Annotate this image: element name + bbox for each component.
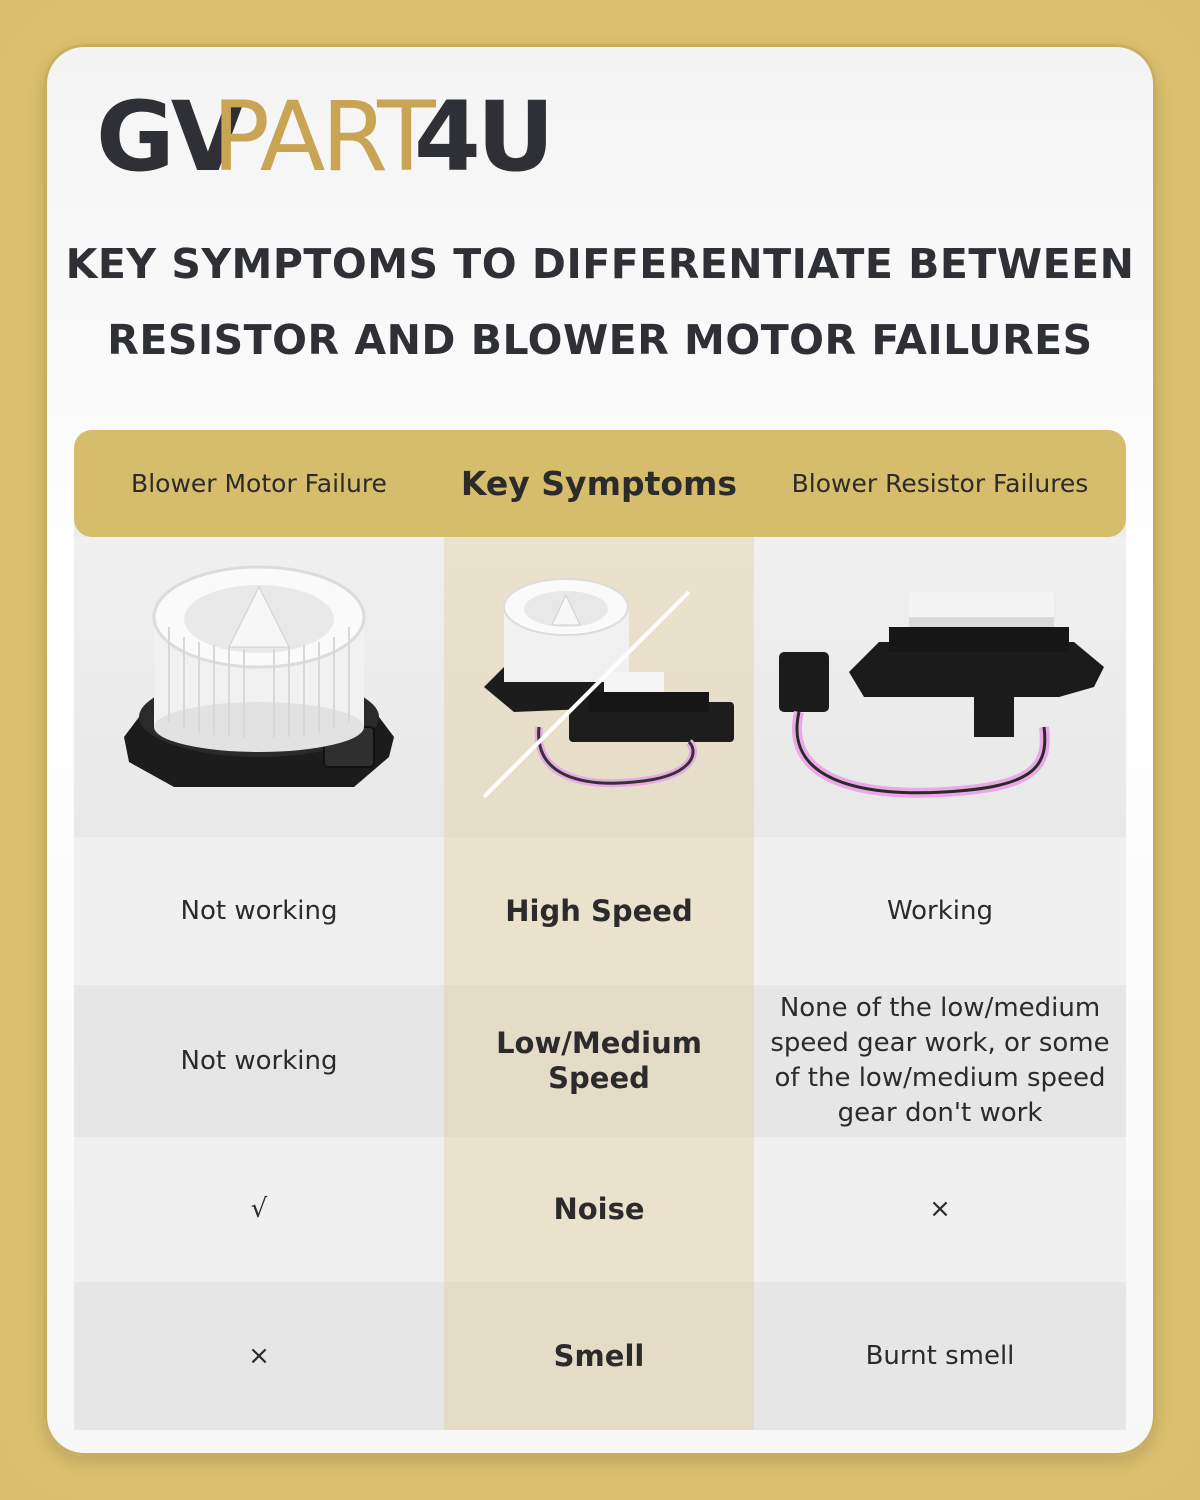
header-blower-motor-failure: Blower Motor Failure bbox=[131, 469, 387, 498]
page-title-line-2: RESISTOR AND BLOWER MOTOR FAILURES bbox=[107, 316, 1093, 364]
logo-text-part: PART bbox=[212, 81, 432, 193]
motor-low-medium-speed: Not working bbox=[180, 1045, 338, 1076]
resistor-smell: Burnt smell bbox=[865, 1340, 1015, 1371]
resistor-low-medium-speed: None of the low/medium speed gear work, or some of the low/medium speed gear don't work bbox=[770, 993, 1110, 1128]
symptom-noise: Noise bbox=[553, 1192, 645, 1226]
motor-noise-check-icon: √ bbox=[250, 1194, 268, 1224]
table-row bbox=[74, 985, 1126, 1137]
header-key-symptoms: Key Symptoms bbox=[460, 464, 738, 503]
blower-resistor-image bbox=[774, 577, 1114, 817]
logo-text-4u: 4U bbox=[414, 81, 551, 193]
logo-text-gv: GV bbox=[96, 81, 242, 193]
symptom-high-speed: High Speed bbox=[505, 893, 693, 928]
blower-motor-image bbox=[114, 557, 404, 817]
table-row bbox=[74, 1282, 1126, 1430]
table-header bbox=[74, 430, 1126, 537]
motor-smell-cross-icon: × bbox=[248, 1340, 270, 1371]
table-row bbox=[74, 1137, 1126, 1282]
resistor-noise-cross-icon: × bbox=[929, 1194, 951, 1224]
image-row bbox=[74, 537, 1126, 837]
resistor-high-speed: Working bbox=[886, 895, 994, 926]
symptom-smell: Smell bbox=[553, 1338, 645, 1373]
motor-and-resistor-image bbox=[474, 577, 744, 817]
motor-high-speed: Not working bbox=[180, 895, 338, 926]
brand-logo bbox=[96, 81, 551, 193]
header-blower-resistor-failures: Blower Resistor Failures bbox=[791, 469, 1089, 498]
symptom-low-medium-speed: Low/Medium Speed bbox=[496, 1026, 702, 1095]
table-row bbox=[74, 837, 1126, 985]
comparison-table bbox=[74, 430, 1126, 1430]
page-title-line-1: KEY SYMPTOMS TO DIFFERENTIATE BETWEEN bbox=[65, 240, 1135, 288]
